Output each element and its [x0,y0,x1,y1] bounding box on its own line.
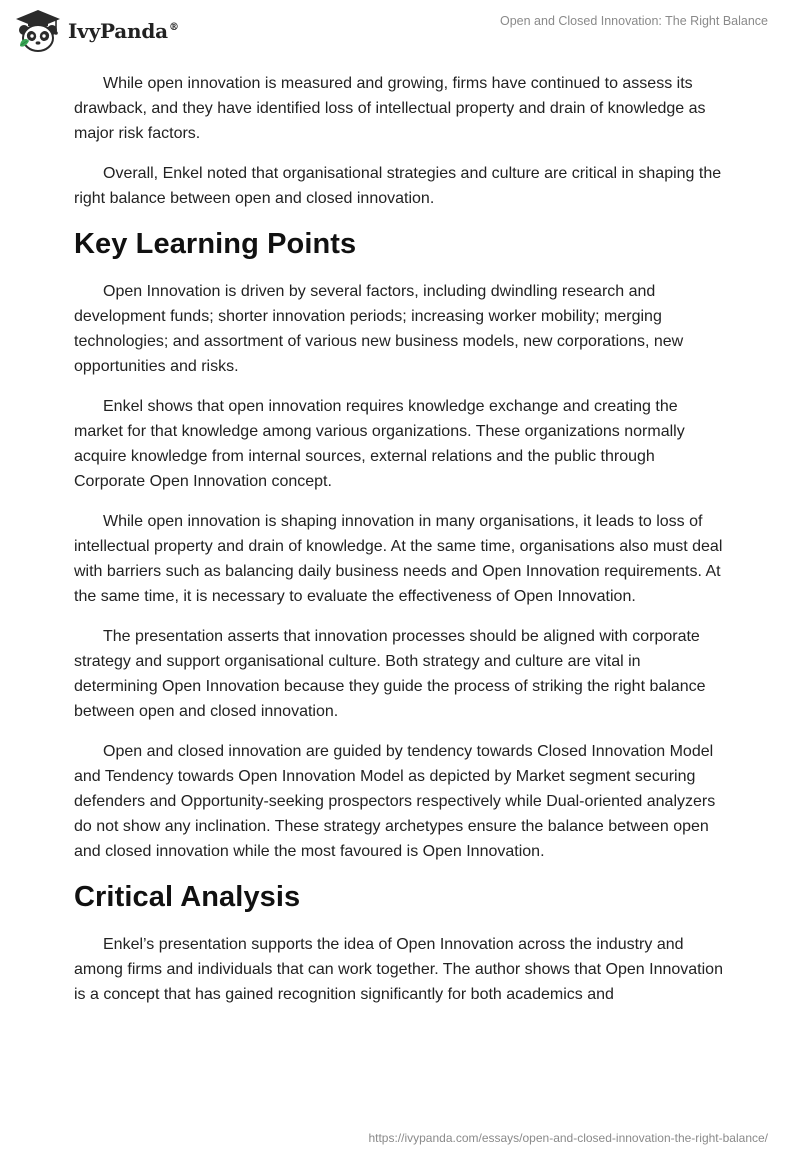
body-paragraph: While open innovation is shaping innovation in many organisations, it leads to loss of intellectual property and drain of knowledge. At the same time, organisations also must deal with barriers such as balancing daily business needs and Open Innovation requirements. At the same time, it is necessary to evaluate the effectiveness of Open Innovation. [74,513,723,605]
body-paragraph: Overall, Enkel noted that organisational strategies and culture are critical in shaping the right balance between open and closed innovation. [74,165,722,207]
essay-body [74,71,726,1022]
body-paragraph: Open Innovation is driven by several factors, including dwindling research and development funds; shorter innovation periods; increasing worker mobility; merging technologies; and assortment of various new business models, new corporations, new opportunities and risks. [74,283,684,375]
document-title: Open and Closed Innovation: The Right Balance [499,14,768,28]
panda-mascot-icon [14,8,62,54]
body-paragraph: While open innovation is measured and growing, firms have continued to assess its drawback, and they have identified loss of intellectual property and drain of knowledge as major risk factors. [74,75,706,142]
section-heading-critical-analysis: Critical Analysis [74,881,301,913]
source-url[interactable]: https://ivypanda.com/essays/open-and-closed-innovation-the-right-balance/ [368,1131,768,1145]
page-header [0,0,800,62]
body-paragraph: Enkel shows that open innovation requires knowledge exchange and creating the market for that knowledge among various organizations. These organizations normally acquire knowledge from internal sources, external relations and the public through Corporate Open Innovation concept. [74,398,685,490]
section-heading-key-learning-points: Key Learning Points [74,228,357,260]
body-paragraph: The presentation asserts that innovation processes should be aligned with corporate strategy and support organisational culture. Both strategy and culture are vital in determining Open Innovation because they guide the process of striking the right balance between open and closed innovation. [74,628,706,720]
ivypanda-logo[interactable] [14,8,179,54]
body-paragraph: Open and closed innovation are guided by tendency towards Closed Innovation Model and Tendency towards Open Innovation Model as depicted by Market segment securing defenders and Opportunity-seeking prospectors respectively while Dual-oriented analyzers do not show any inclination. These strategy archetypes ensure the balance between open and closed innovation while the most favoured is Open Innovation. [74,743,716,860]
logo-wordmark: IvyPanda® [68,19,179,43]
body-paragraph: Enkel’s presentation supports the idea of Open Innovation across the industry and among firms and individuals that can work together. The author shows that Open Innovation is a concept that has gained recognition significantly for both academics and [74,936,723,1003]
